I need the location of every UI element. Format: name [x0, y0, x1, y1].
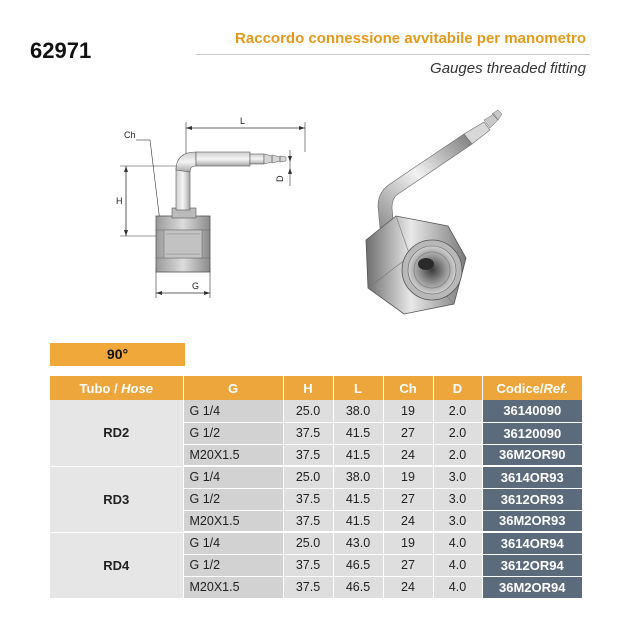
ch-cell: 27 [383, 488, 433, 510]
d-cell: 2.0 [433, 444, 482, 466]
g-cell: G 1/2 [183, 488, 283, 510]
variant-label: 90° [50, 343, 185, 366]
ref-cell: 36120090 [482, 422, 582, 444]
ref-cell: 36M2OR93 [482, 510, 582, 532]
h-cell: 37.5 [283, 554, 333, 576]
ref-cell: 36M2OR90 [482, 444, 582, 466]
title-italian: Raccordo connessione avvitabile per manometro [235, 30, 586, 47]
ch-cell: 19 [383, 400, 433, 422]
ref-cell: 3612OR94 [482, 554, 582, 576]
l-cell: 38.0 [333, 466, 383, 488]
g-cell: G 1/4 [183, 466, 283, 488]
h-cell: 37.5 [283, 576, 333, 598]
table-row [50, 466, 582, 488]
dim-g-label: G [192, 281, 200, 291]
technical-drawing [100, 108, 330, 308]
g-cell: G 1/2 [183, 554, 283, 576]
l-cell: 46.5 [333, 554, 383, 576]
hose-cell: RD2 [50, 400, 183, 466]
g-cell: G 1/2 [183, 422, 283, 444]
col-header-hose: Tubo / Hose [50, 376, 183, 400]
h-cell: 25.0 [283, 532, 333, 554]
col-header-ch: Ch [383, 376, 433, 400]
hose-cell: RD4 [50, 532, 183, 598]
title-english: Gauges threaded fitting [430, 60, 586, 77]
spec-table [50, 376, 582, 599]
product-photo [352, 108, 512, 318]
hose-cell: RD3 [50, 466, 183, 532]
l-cell: 41.5 [333, 510, 383, 532]
g-cell: M20X1.5 [183, 510, 283, 532]
title-divider [196, 54, 590, 55]
g-cell: M20X1.5 [183, 444, 283, 466]
l-cell: 43.0 [333, 532, 383, 554]
l-cell: 46.5 [333, 576, 383, 598]
ch-cell: 27 [383, 422, 433, 444]
g-cell: G 1/4 [183, 400, 283, 422]
l-cell: 41.5 [333, 488, 383, 510]
d-cell: 4.0 [433, 532, 482, 554]
col-header-d: D [433, 376, 482, 400]
col-header-ref: Codice/Ref. [482, 376, 582, 400]
ch-cell: 19 [383, 532, 433, 554]
l-cell: 41.5 [333, 444, 383, 466]
col-header-g: G [183, 376, 283, 400]
ref-cell: 3614OR94 [482, 532, 582, 554]
d-cell: 2.0 [433, 422, 482, 444]
col-header-l: L [333, 376, 383, 400]
dim-ch-label: Ch [124, 130, 136, 140]
d-cell: 3.0 [433, 466, 482, 488]
ch-cell: 19 [383, 466, 433, 488]
ref-cell: 3614OR93 [482, 466, 582, 488]
table-row [50, 400, 582, 422]
ref-cell: 3612OR93 [482, 488, 582, 510]
d-cell: 4.0 [433, 576, 482, 598]
ch-cell: 27 [383, 554, 433, 576]
ch-cell: 24 [383, 576, 433, 598]
dim-d-label: D [275, 175, 285, 182]
d-cell: 3.0 [433, 510, 482, 532]
h-cell: 37.5 [283, 488, 333, 510]
h-cell: 25.0 [283, 466, 333, 488]
h-cell: 37.5 [283, 444, 333, 466]
dim-h-label: H [116, 196, 123, 206]
table-header-row [50, 376, 582, 400]
h-cell: 25.0 [283, 400, 333, 422]
l-cell: 41.5 [333, 422, 383, 444]
h-cell: 37.5 [283, 510, 333, 532]
g-cell: G 1/4 [183, 532, 283, 554]
ref-cell: 36M2OR94 [482, 576, 582, 598]
g-cell: M20X1.5 [183, 576, 283, 598]
product-code: 62971 [30, 38, 92, 63]
ref-cell: 36140090 [482, 400, 582, 422]
l-cell: 38.0 [333, 400, 383, 422]
ch-cell: 24 [383, 444, 433, 466]
h-cell: 37.5 [283, 422, 333, 444]
d-cell: 2.0 [433, 400, 482, 422]
d-cell: 3.0 [433, 488, 482, 510]
table-row [50, 532, 582, 554]
d-cell: 4.0 [433, 554, 482, 576]
ch-cell: 24 [383, 510, 433, 532]
col-header-h: H [283, 376, 333, 400]
dim-l-label: L [240, 116, 246, 126]
